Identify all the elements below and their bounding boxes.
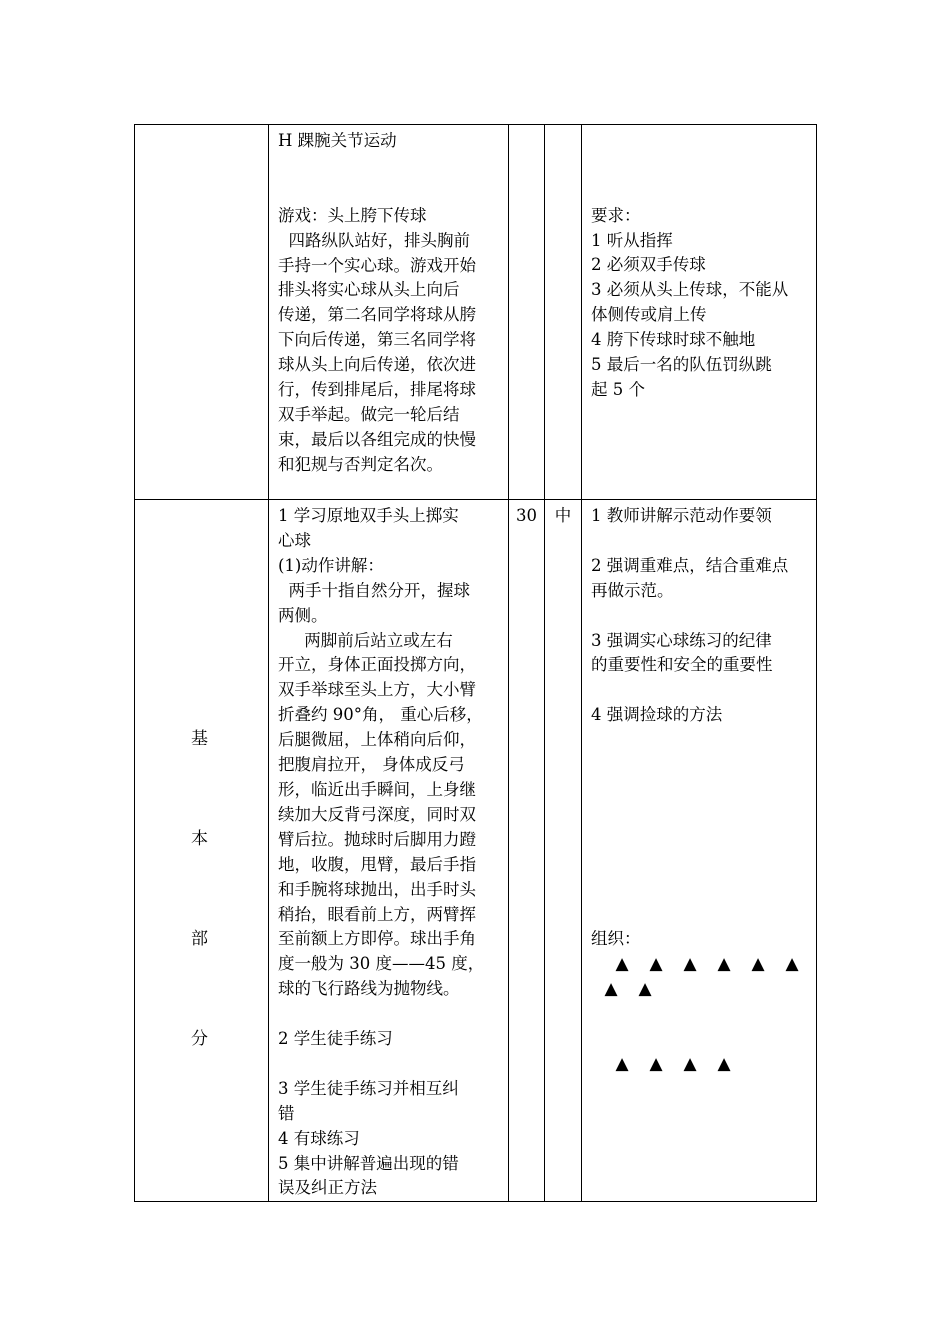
- text-line: 3 强调实心球练习的纪律: [591, 630, 772, 650]
- text-line: (1)动作讲解：: [278, 555, 384, 575]
- organization-diagram: [591, 952, 807, 1077]
- text-line: 排头将实心球从头上向后: [278, 280, 460, 300]
- text-line: 体侧传或肩上传: [591, 305, 707, 325]
- text-line: 度一般为 30 度——45 度，: [278, 954, 485, 974]
- text-line: [591, 529, 807, 554]
- text-line: 束，最后以各组完成的快慢: [278, 429, 476, 449]
- text-line: [591, 604, 807, 629]
- text-line: 手持一个实心球。游戏开始: [278, 255, 476, 275]
- content-cell: [269, 125, 509, 500]
- text-line: 3 必须从头上传球，不能从: [591, 280, 789, 300]
- section-char: 分: [191, 1029, 208, 1049]
- section-char: 基: [191, 729, 208, 749]
- time-cell: [509, 500, 545, 1202]
- method-cell: [582, 125, 817, 500]
- student-marker-icon: ▲: [717, 1053, 731, 1074]
- text-line: 2 学生徒手练习: [278, 1029, 393, 1049]
- text-line: [591, 678, 807, 703]
- requirements-title: 要求：: [591, 205, 641, 225]
- text-line: 地，收腹，甩臂，最后手指: [278, 854, 476, 874]
- text-line: 5 集中讲解普遍出现的错: [278, 1153, 459, 1173]
- student-marker-icon: ▲: [683, 954, 697, 975]
- text-line: 臂后拉。抛球时后脚用力蹬: [278, 829, 476, 849]
- requirements-list: [591, 229, 807, 403]
- warmup-item: H 踝腕关节运动: [278, 131, 397, 150]
- student-marker-icon: ▲: [649, 1053, 663, 1074]
- text-line: 双手举球至头上方，大小臂: [278, 680, 476, 700]
- text-line: 两侧。: [278, 605, 328, 625]
- text-line: 2 强调重难点，结合重难点: [591, 555, 789, 575]
- text-line: 再做示范。: [591, 580, 674, 600]
- text-line: 双手举起。做完一轮后结: [278, 404, 460, 424]
- text-line: 误及纠正方法: [278, 1178, 377, 1198]
- text-line: 1 听从指挥: [591, 230, 673, 250]
- section-char: 部: [191, 929, 208, 949]
- text-line: 1 教师讲解示范动作要领: [591, 506, 772, 525]
- teaching-method: [591, 504, 807, 728]
- student-marker-icon: ▲: [604, 979, 618, 1000]
- table-row: [135, 500, 817, 1202]
- text-line: 续加大反背弓深度，同时双: [278, 804, 476, 824]
- student-marker-icon: ▲: [615, 1053, 629, 1074]
- text-line: 4 胯下传球时球不触地: [591, 330, 756, 350]
- time-cell: [509, 125, 545, 500]
- text-line: 两脚前后站立或左右: [278, 630, 453, 650]
- text-line: 4 强调捡球的方法: [591, 705, 723, 725]
- text-line: 两手十指自然分开，握球: [278, 580, 470, 600]
- intensity-cell: [545, 500, 582, 1202]
- text-line: 3 学生徒手练习并相互纠: [278, 1078, 459, 1098]
- game-title: 游戏：头上胯下传球: [278, 205, 427, 225]
- text-line: 1 学习原地双手头上掷实: [278, 506, 459, 525]
- text-line: 2 必须双手传球: [591, 255, 706, 275]
- text-line: 稍抬，眼看前上方，两臂挥: [278, 904, 476, 924]
- teaching-content: [269, 500, 508, 1201]
- text-line: 折叠约 90°角， 重心后移，: [278, 705, 483, 725]
- intensity-cell: [545, 125, 582, 500]
- section-cell: [135, 500, 269, 1202]
- student-marker-icon: ▲: [649, 954, 663, 975]
- text-line: [278, 1002, 499, 1027]
- text-line: [278, 1052, 499, 1077]
- lesson-plan-table: [134, 124, 817, 1202]
- table-row: [135, 125, 817, 500]
- method-cell: [582, 500, 817, 1202]
- student-marker-icon: ▲: [638, 979, 652, 1000]
- student-marker-icon: ▲: [615, 954, 629, 975]
- text-line: 和手腕将球抛出，出手时头: [278, 879, 476, 899]
- text-line: 后腿微屈，上体稍向后仰，: [278, 730, 476, 750]
- section-cell: [135, 125, 269, 500]
- intensity-value: 中: [554, 506, 572, 525]
- text-line: 四路纵队站好，排头胸前: [278, 230, 470, 250]
- text-line: 球的飞行路线为抛物线。: [278, 979, 460, 999]
- text-line: 4 有球练习: [278, 1128, 360, 1148]
- text-line: 把腹肩拉开， 身体成反弓: [278, 755, 465, 775]
- text-line: 起 5 个: [591, 380, 645, 400]
- text-line: 行，传到排尾后，排尾将球: [278, 380, 476, 400]
- text-line: 形，临近出手瞬间，上身继: [278, 779, 476, 799]
- text-line: 的重要性和安全的重要性: [591, 655, 773, 675]
- section-char: 本: [191, 829, 208, 849]
- student-marker-icon: ▲: [683, 1053, 697, 1074]
- text-line: 错: [278, 1103, 295, 1123]
- organization-title: 组织：: [591, 929, 641, 949]
- text-line: 5 最后一名的队伍罚纵跳: [591, 355, 772, 375]
- student-marker-icon: ▲: [717, 954, 731, 975]
- section-label: [135, 500, 268, 1197]
- game-description: [278, 229, 499, 478]
- text-line: 和犯规与否判定名次。: [278, 454, 443, 474]
- text-line: 开立，身体正面投掷方向，: [278, 655, 476, 675]
- text-line: 传递，第二名同学将球从胯: [278, 305, 476, 325]
- student-marker-icon: ▲: [785, 954, 799, 975]
- text-line: 心球: [278, 530, 311, 550]
- text-line: 至前额上方即停。球出手角: [278, 929, 476, 949]
- text-line: 球从头上向后传递，依次进: [278, 355, 476, 375]
- student-marker-icon: ▲: [751, 954, 765, 975]
- content-cell: [269, 500, 509, 1202]
- text-line: 下向后传递，第三名同学将: [278, 330, 476, 350]
- time-value: 30: [516, 506, 537, 525]
